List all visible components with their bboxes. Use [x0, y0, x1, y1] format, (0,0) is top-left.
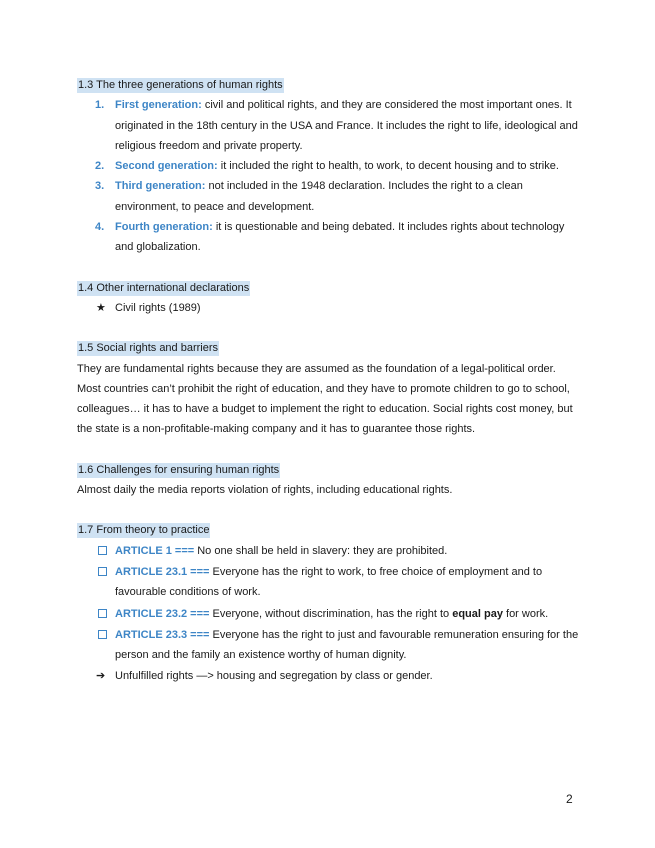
checklist-item — [77, 541, 582, 561]
item-label: First generation: — [115, 99, 202, 112]
section-1-6 — [77, 460, 582, 501]
checklist-item — [77, 604, 582, 624]
list-item — [77, 217, 582, 258]
document-page — [77, 75, 582, 707]
article-text: Everyone, without discrimination, has the right to — [209, 607, 453, 620]
list-number: 2. — [95, 160, 105, 173]
checkbox[interactable] — [98, 630, 107, 639]
list-number: 4. — [95, 221, 105, 234]
section-heading: 1.4 Other international declarations — [78, 281, 250, 294]
body-paragraph: They are fundamental rights because they are assumed as the foundation of a legal-political order. Most countries can’t prohibit the right of education, and they have to promote children to go to school, colleagues… it has to have a budget to implement the right to education. Social rights cost money, but the state is a non-profitable-making company and it has to guarantee those rights. — [77, 362, 573, 436]
section-1-7 — [77, 520, 582, 686]
item-text: Civil rights (1989) — [115, 301, 201, 314]
article-text: No one shall be held in slavery: they are prohibited. — [194, 544, 448, 557]
article-text-end: for work. — [502, 607, 549, 620]
article-label: ARTICLE 23.2 === — [115, 607, 210, 620]
section-1-3 — [77, 75, 582, 258]
item-label: Third generation: — [115, 180, 206, 193]
item-label: Second generation: — [115, 160, 218, 173]
section-heading: 1.5 Social rights and barriers — [78, 342, 219, 355]
page-number: 2 — [566, 792, 573, 806]
list-number: 1. — [95, 99, 105, 112]
article-text: Everyone has the right to just and favourable remuneration ensuring for the person and the family an existence worthy of human dignity. — [115, 628, 579, 662]
section-heading: 1.3 The three generations of human rights — [78, 79, 283, 91]
section-heading: 1.7 From theory to practice — [78, 524, 210, 537]
list-item — [77, 156, 582, 176]
list-number: 3. — [95, 180, 105, 193]
list-item — [77, 95, 582, 156]
article-label: ARTICLE 1 === — [115, 544, 195, 557]
section-1-4 — [77, 278, 582, 319]
star-icon: ★ — [96, 301, 106, 314]
item-text: not included in the 1948 declaration. Includes the right to a clean environment, to peace and development. — [115, 180, 523, 213]
section-1-5 — [77, 338, 582, 439]
article-label: ARTICLE 23.3 === — [115, 628, 210, 641]
emphasis-text: equal pay — [452, 607, 503, 620]
item-text: Unfulfilled rights —> housing and segregation by class or gender. — [115, 670, 433, 683]
articles-checklist — [77, 541, 582, 666]
item-text: it is questionable and being debated. It includes rights about technology and globalization. — [115, 221, 565, 254]
checkbox[interactable] — [98, 546, 107, 555]
section-heading: 1.6 Challenges for ensuring human rights — [78, 463, 280, 476]
list-item — [77, 298, 582, 318]
arrow-right-icon: ➔ — [96, 670, 106, 683]
checkbox[interactable] — [98, 609, 107, 618]
checkbox[interactable] — [98, 567, 107, 576]
body-paragraph: Almost daily the media reports violation of rights, including educational rights. — [77, 484, 453, 497]
item-text: it included the right to health, to work, to decent housing and to strike. — [217, 160, 559, 173]
item-text: civil and political rights, and they are considered the most important ones. It originated in the 18th century in the USA and France. It includes the right to life, ideological and religious freedom and private property. — [115, 99, 578, 152]
article-label: ARTICLE 23.1 === — [115, 565, 210, 578]
arrow-list — [77, 666, 582, 686]
list-item — [77, 176, 582, 217]
article-text: Everyone has the right to work, to free choice of employment and to favourable conditions of work. — [115, 565, 543, 599]
list-item — [77, 666, 582, 686]
declarations-list — [77, 298, 582, 318]
checklist-item — [77, 625, 582, 666]
generations-list — [77, 95, 582, 257]
checklist-item — [77, 562, 582, 603]
item-label: Fourth generation: — [115, 221, 213, 234]
